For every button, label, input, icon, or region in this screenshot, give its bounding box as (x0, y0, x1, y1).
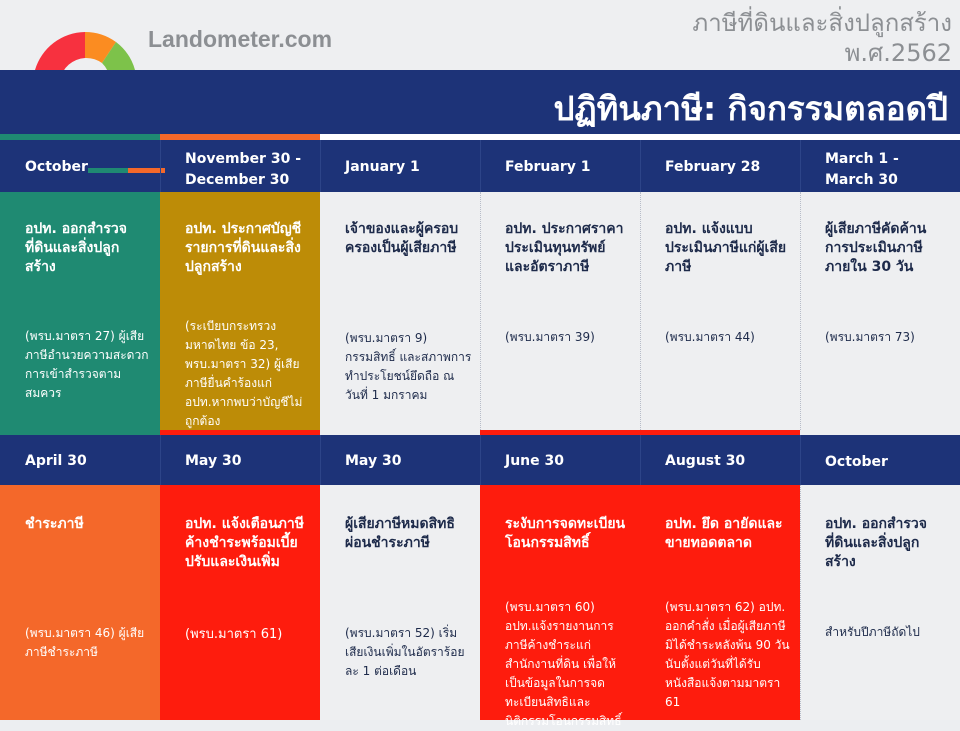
event-title: อปท. ประกาศราคาประเมินทุนทรัพย์และอัตราภาษี (505, 221, 624, 275)
event-cell (160, 485, 320, 720)
date-header: January 1 (320, 140, 480, 192)
event-note: (พรบ.มาตรา 39) (505, 330, 595, 344)
column-divider (640, 140, 641, 192)
date-header: June 30 (480, 435, 640, 485)
event-note: (พรบ.มาตรา 27) ผู้เสียภาษีอำนวยความสะดวกการเข้าสำรวจตามสมควร (25, 329, 149, 400)
event-note: (ระเบียบกระทรวงมหาดไทย ข้อ 23, พรบ.มาตรา 32) ผู้เสียภาษียื่นคำร้องแก่ อปท.หากพบว่าบัญชีไม่ถูกต้อง (185, 319, 303, 428)
event-cell (640, 485, 800, 720)
event-title: อปท. ออกสำรวจที่ดินและสิ่งปลูกสร้าง (25, 221, 127, 275)
column-divider (800, 485, 802, 720)
event-cell (480, 485, 640, 728)
date-header: May 30 (320, 435, 480, 485)
date-header: May 30 (160, 435, 320, 485)
banner-title: ปฏิทินภาษี: กิจกรรมตลอดปี (553, 89, 948, 128)
column-divider (160, 140, 161, 192)
document-title (692, 8, 952, 68)
title-line-2: พ.ศ.2562 (844, 39, 952, 67)
date-header: October (800, 435, 960, 485)
event-note: (พรบ.มาตรา 52) เริ่มเสียเงินเพิ่มในอัตราร้อยละ 1 ต่อเดือน (345, 626, 465, 678)
column-divider (800, 435, 801, 485)
date-header: October (0, 140, 160, 192)
event-cell (320, 485, 480, 720)
brand-name: Landometer.com (148, 26, 333, 52)
event-title: เจ้าของและผู้ครอบครองเป็นผู้เสียภาษี (345, 221, 459, 256)
event-note: (พรบ.มาตรา 9) กรรมสิทธิ์ และสภาพการทำประโยชน์ยึดถือ ณ วันที่ 1 มกราคม (345, 331, 472, 402)
column-divider (480, 435, 481, 485)
column-divider (640, 192, 642, 430)
date-header: April 30 (0, 435, 160, 485)
column-divider (480, 192, 482, 430)
event-title: ผู้เสียภาษีคัดค้านการประเมินภาษีภายใน 30 วัน (825, 221, 927, 275)
event-cell (640, 192, 800, 430)
date-header: March 1 - March 30 (800, 140, 960, 192)
date-header: February 1 (480, 140, 640, 192)
event-note: (พรบ.มาตรา 73) (825, 330, 915, 344)
column-divider (320, 140, 321, 192)
event-note: (พรบ.มาตรา 60) อปท.แจ้งรายงานการภาษีค้างชำระแก่สำนักงานที่ดิน เพื่อให้เป็นข้อมูลในการจดทะเบียนสิทธิและนิติกรรมโอนกรรมสิทธิ์ (505, 600, 622, 728)
event-note: (พรบ.มาตรา 61) (185, 627, 283, 642)
event-cell (0, 485, 160, 720)
event-note: (พรบ.มาตรา 46) ผู้เสียภาษีชำระภาษี (25, 626, 145, 659)
column-divider (160, 435, 161, 485)
column-divider (640, 435, 641, 485)
event-title: อปท. ออกสำรวจที่ดินและสิ่งปลูกสร้าง (825, 516, 927, 570)
event-cell (160, 192, 320, 430)
event-note: (พรบ.มาตรา 62) อปท. ออกคำสั่ง เมื่อผู้เสียภาษีมิได้ชำระหลังพ้น 90 วัน นับตั้งแต่วันที่ได้รับหนังสือแจ้งตามมาตรา 61 (665, 600, 790, 709)
event-title: ระงับการจดทะเบียนโอนกรรมสิทธิ์ (505, 516, 626, 551)
event-title: อปท. ประกาศบัญชีรายการที่ดินและสิ่งปลูกสร้าง (185, 221, 302, 275)
column-divider (480, 140, 481, 192)
calendar-grid (0, 140, 960, 728)
event-title: อปท. ยึด อายัดและขายทอดตลาด (665, 516, 783, 551)
header-accent-teal (88, 168, 128, 173)
event-cell (800, 192, 960, 430)
event-title: อปท. แจ้งเตือนภาษีค้างชำระพร้อมเบี้ยปรับและเงินเพิ่ม (185, 516, 304, 570)
event-cell (320, 192, 480, 430)
title-line-1: ภาษีที่ดินและสิ่งปลูกสร้าง (692, 9, 952, 37)
event-title: อปท. แจ้งแบบประเมินภาษีแก่ผู้เสียภาษี (665, 221, 787, 275)
column-divider (800, 140, 801, 192)
date-header: November 30 - December 30 (160, 140, 320, 192)
column-divider (320, 435, 321, 485)
event-title: ชำระภาษี (25, 516, 84, 532)
event-title: ผู้เสียภาษีหมดสิทธิผ่อนชำระภาษี (345, 516, 455, 551)
column-divider (800, 192, 802, 430)
event-cell (0, 192, 160, 430)
event-note: (พรบ.มาตรา 44) (665, 330, 755, 344)
event-note: สำหรับปีภาษีถัดไป (825, 625, 920, 639)
date-header: August 30 (640, 435, 800, 485)
event-cell (480, 192, 640, 430)
date-header: February 28 (640, 140, 800, 192)
event-cell (800, 485, 960, 720)
